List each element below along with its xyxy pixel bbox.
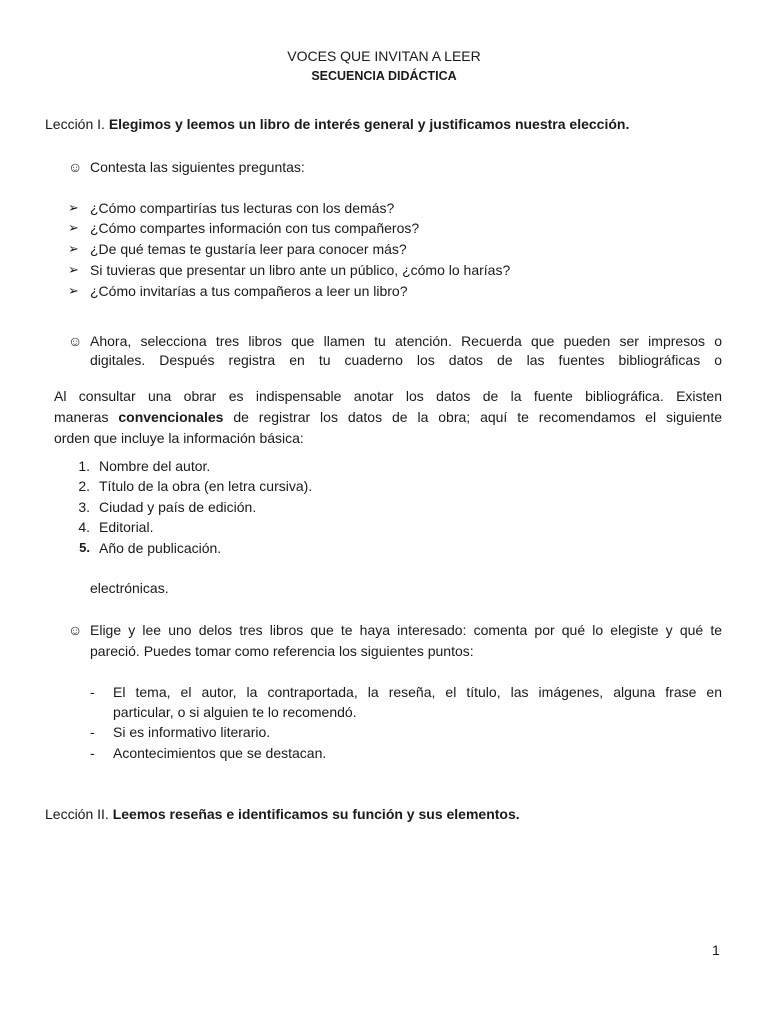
arrow-bullet-icon: ➢ — [68, 283, 79, 298]
smiley-icon: ☺ — [68, 159, 83, 175]
choose-paragraph-line: pareció. Puedes tomar como referencia los siguientes puntos: — [90, 643, 474, 659]
lesson-1-title: Elegimos y leemos un libro de interés general y justificamos nuestra elección. — [108, 116, 630, 132]
intro-instruction: Contesta las siguientes preguntas: — [90, 159, 305, 175]
point-item: El tema, el autor, la contraportada, la reseña, el título, las imágenes, alguna frase en — [113, 684, 722, 700]
list-item: Ciudad y país de edición. — [99, 499, 257, 515]
list-number: 3. — [78, 499, 90, 515]
question-item: ¿Cómo compartirías tus lecturas con los demás? — [90, 200, 395, 216]
list-item: Nombre del autor. — [99, 458, 211, 474]
choose-paragraph-line: Elige y lee uno delos tres libros que te haya interesado: comenta por qué lo elegiste y qué te — [90, 622, 722, 638]
select-paragraph-clip — [90, 350, 722, 370]
question-item: Si tuvieras que presentar un libro ante un público, ¿cómo lo harías? — [90, 262, 511, 278]
lesson-1-prefix: Lección I. — [45, 116, 105, 132]
select-paragraph-line: digitales. Después registra en tu cuaderno los datos de las fuentes bibliográficas o — [90, 352, 722, 368]
list-item: Título de la obra (en letra cursiva). — [99, 478, 313, 494]
citation-note-box — [44, 382, 732, 564]
arrow-bullet-icon: ➢ — [68, 220, 79, 235]
select-paragraph-line: Ahora, selecciona tres libros que llamen tu atención. Recuerda que pueden ser impresos o — [90, 333, 722, 349]
lesson-2-prefix: Lección II. — [45, 806, 109, 822]
question-item: ¿Cómo compartes información con tus compañeros? — [90, 220, 420, 236]
question-item: ¿Cómo invitarías a tus compañeros a leer un libro? — [90, 283, 408, 299]
list-number: 2. — [78, 478, 90, 494]
smiley-icon: ☺ — [68, 622, 83, 638]
arrow-bullet-icon: ➢ — [68, 200, 79, 215]
note-line: orden que incluye la información básica: — [54, 430, 304, 446]
note-line: Al consultar una obrar es indispensable anotar los datos de la fuente bibliográfica. Existen — [54, 388, 722, 404]
page-number: 1 — [712, 942, 720, 958]
dash-bullet: - — [90, 724, 95, 740]
select-paragraph-line: electrónicas. — [90, 580, 169, 596]
document-subtitle: SECUENCIA DIDÁCTICA — [311, 69, 457, 83]
document-title: VOCES QUE INVITAN A LEER — [287, 48, 481, 64]
lesson-2-title: Leemos reseñas e identificamos su función y sus elementos. — [112, 806, 520, 822]
note-emphasis: convencionales — [118, 409, 224, 425]
point-item: particular, o si alguien te lo recomendó. — [113, 704, 357, 720]
point-item: Si es informativo literario. — [113, 724, 271, 740]
dash-bullet: - — [90, 745, 95, 761]
lesson-2-heading — [45, 804, 520, 824]
list-number: 4. — [78, 519, 90, 535]
list-item: Año de publicación. — [99, 540, 222, 556]
note-line: maneras convencionales de registrar los datos de la obra; aquí te recomendamos el siguiente — [54, 409, 723, 425]
arrow-bullet-icon: ➢ — [68, 262, 79, 277]
arrow-bullet-icon: ➢ — [68, 241, 79, 256]
smiley-icon: ☺ — [68, 333, 83, 349]
dash-bullet: - — [90, 684, 95, 700]
lesson-1-heading — [45, 114, 629, 134]
list-number: 5. — [79, 540, 90, 555]
list-item: Editorial. — [99, 519, 154, 535]
list-number: 1. — [78, 458, 90, 474]
question-item: ¿De qué temas te gustaría leer para conocer más? — [90, 241, 407, 257]
point-item: Acontecimientos que se destacan. — [113, 745, 327, 761]
